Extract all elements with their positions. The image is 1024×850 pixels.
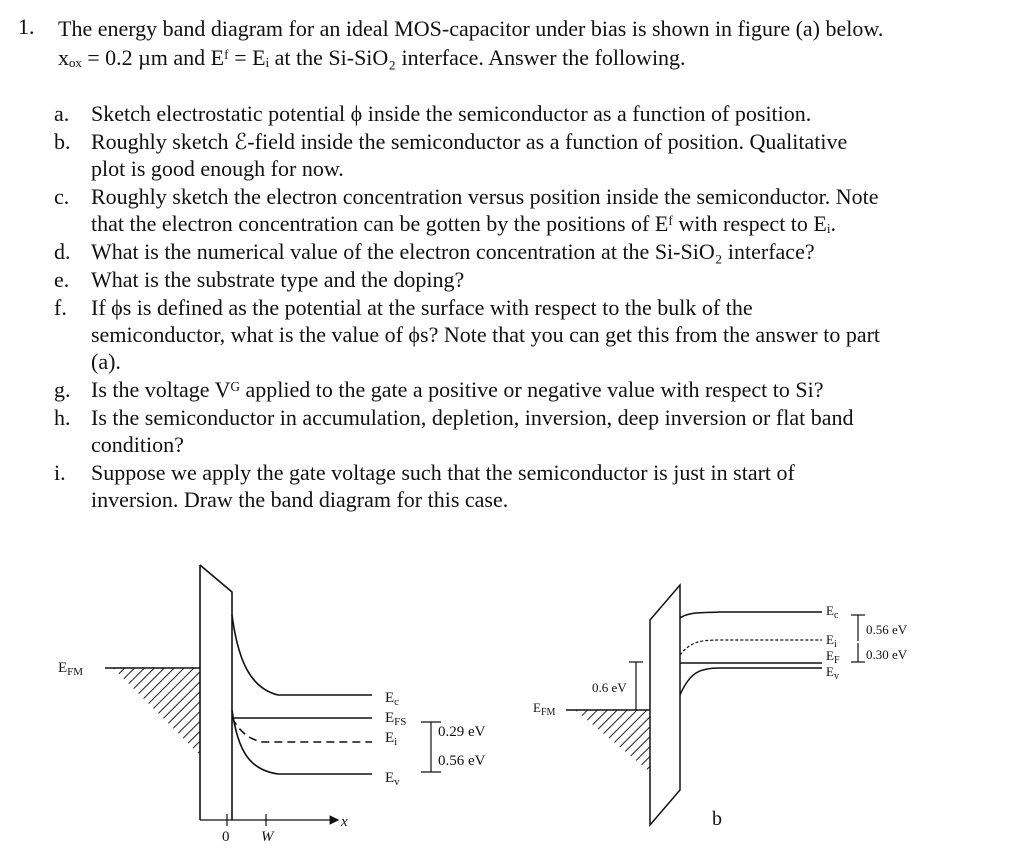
part-label: c. — [54, 184, 70, 209]
metal-hatch-a — [100, 660, 210, 770]
part-text: Roughly sketch ℰ-field inside the semiconductor as a function of position. Qualitative — [91, 129, 848, 154]
part-text: condition? — [91, 432, 184, 457]
part-text: Is the voltage Vᴳ applied to the gate a positive or negative value with respect to Si? — [91, 377, 824, 402]
part-text: What is the numerical value of the electron concentration at the Si-SiO₂ interface? — [91, 239, 815, 264]
figure-a — [58, 565, 486, 845]
part-text: If ϕs is defined as the potential at the surface with respect to the bulk of the — [91, 295, 753, 320]
oxide-b — [650, 585, 680, 825]
gap-upper-label-b: 0.56 eV — [866, 622, 908, 637]
part-text: inversion. Draw the band diagram for this case. — [91, 487, 509, 512]
figure-b-caption: b — [712, 808, 722, 830]
ec-band-b — [680, 612, 822, 618]
part-label: i. — [54, 460, 66, 485]
part-text: Suppose we apply the gate voltage such that the semiconductor is just in start of — [91, 460, 795, 485]
part-text: Roughly sketch the electron concentration versus position inside the semiconductor. Note — [91, 184, 879, 209]
axis-x-label: x — [341, 814, 348, 830]
ec-label-b: $E_c$ — [826, 603, 839, 621]
ec-band-a — [232, 615, 372, 695]
part-label: h. — [54, 405, 71, 430]
ei-line-a — [232, 718, 372, 742]
gap-lower-label-a: 0.56 eV — [438, 753, 486, 769]
metal-hatch-b — [570, 705, 660, 780]
part-label: f. — [54, 295, 67, 320]
part-label: d. — [54, 239, 71, 264]
question-number: 1. — [18, 14, 35, 39]
efs-label-a: $E_{FS}$ — [385, 710, 407, 728]
gap-lower-label-b: 0.30 eV — [866, 647, 908, 662]
part-label: e. — [54, 267, 70, 292]
bend-label-b: 0.6 eV — [592, 680, 627, 695]
efm-label-b: $E_{FM}$ — [533, 700, 556, 718]
intro-line-2: xₒₓ = 0.2 µm and Eᶠ = Eᵢ at the Si-SiO₂ interface. Answer the following. — [58, 45, 686, 70]
part-text: Is the semiconductor in accumulation, depletion, inversion, deep inversion or flat band — [91, 405, 854, 430]
part-text: that the electron concentration can be gotten by the positions of Eᶠ with respect to Eᵢ. — [91, 211, 836, 236]
intro-line-1: The energy band diagram for an ideal MOS-capacitor under bias is shown in figure (a) below. — [58, 16, 884, 41]
part-label: a. — [54, 101, 70, 126]
part-text: (a). — [91, 349, 121, 374]
figure-b — [533, 585, 908, 830]
part-label: b. — [54, 129, 71, 154]
part-text: semiconductor, what is the value of ϕs? Note that you can get this from the answer to part — [91, 322, 881, 347]
part-text: What is the substrate type and the doping? — [91, 267, 465, 292]
ei-line-b — [680, 640, 822, 655]
part-text: Sketch electrostatic potential ϕ inside the semiconductor as a function of position. — [91, 101, 812, 126]
ei-label-b: $E_i$ — [826, 632, 837, 650]
gap-upper-label-a: 0.29 eV — [438, 724, 486, 740]
ev-band-b — [680, 668, 822, 695]
part-label: g. — [54, 377, 71, 402]
efm-label-a: $E_{FM}$ — [58, 660, 84, 678]
axis-zero-label: 0 — [222, 829, 230, 845]
ev-label-a: $E_v$ — [385, 770, 400, 788]
axis-w-label: W — [261, 829, 274, 845]
ec-label-a: $E_c$ — [385, 690, 400, 708]
oxide-a — [200, 565, 232, 820]
ev-label-b: $E_v$ — [826, 664, 839, 682]
part-text: plot is good enough for now. — [91, 156, 344, 181]
ef-label-b: $E_F$ — [826, 648, 840, 666]
ei-label-a: $E_i$ — [385, 730, 398, 748]
